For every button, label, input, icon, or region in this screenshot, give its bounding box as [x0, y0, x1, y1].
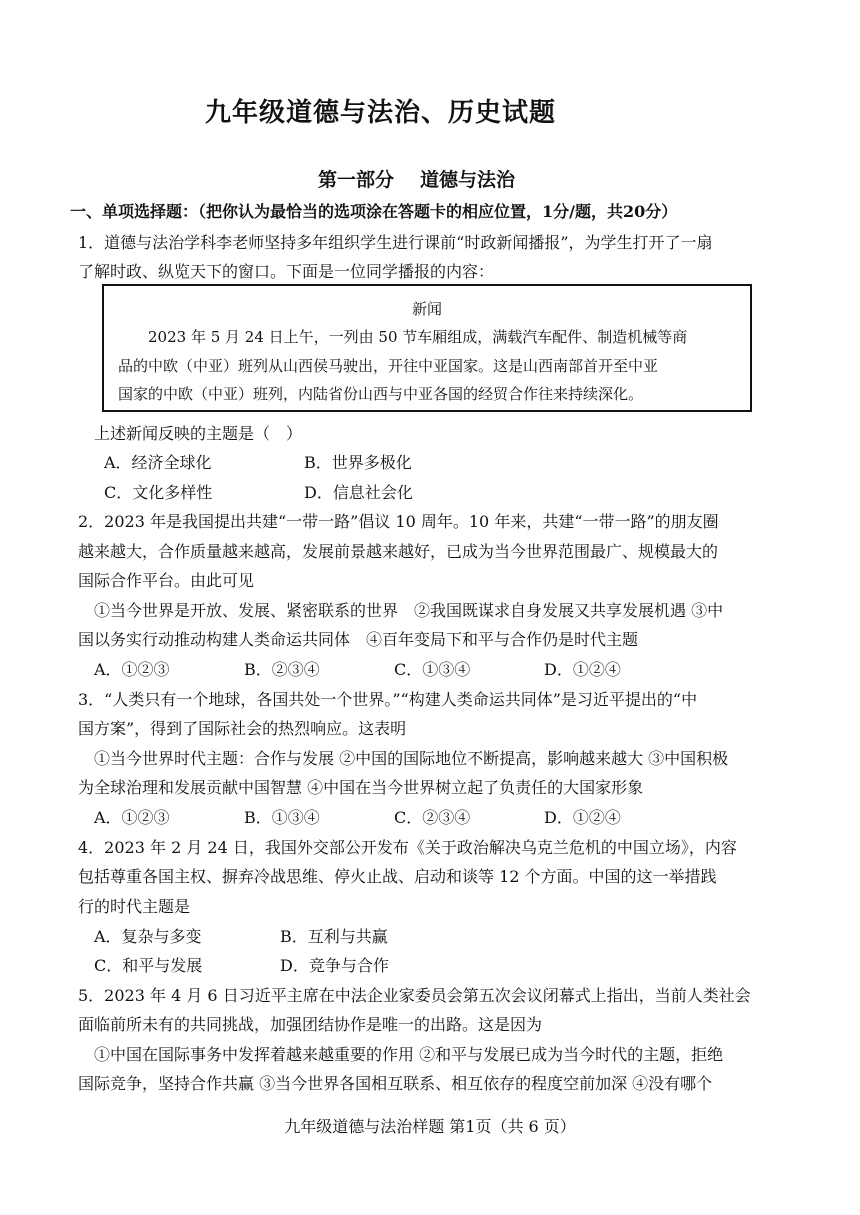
q2-line-4: ①当今世界是开放、发展、紧密联系的世界 ②我国既谋求自身发展又共享发展机遇 ③中	[94, 601, 724, 620]
news-line-1: 2023 年 5 月 24 日上午，一列由 50 节车厢组成，满载汽车配件、制造机械等商	[148, 328, 688, 346]
q4-line-3: 行的时代主题是	[78, 897, 191, 916]
q2-line-3: 国际合作平台。由此可见	[78, 571, 255, 590]
q2-option-c: C．①③④	[394, 660, 471, 679]
q1-line-2: 了解时政、纵览天下的窗口。下面是一位同学播报的内容：	[78, 262, 495, 281]
q3-line-2: 国方案”，得到了国际社会的热烈响应。这表明	[78, 719, 407, 738]
q4-line-2: 包括尊重各国主权、摒弃冷战思维、停火止战、启动和谈等 12 个方面。中国的这一举措践	[78, 867, 717, 886]
q1-option-b: B．世界多极化	[304, 453, 412, 472]
q3-option-c: C．②③④	[394, 808, 471, 827]
q3-option-a: A．①②③	[94, 808, 170, 827]
exam-title: 九年级道德与法治、历史试题	[205, 98, 557, 128]
q1-option-d: D．信息社会化	[304, 483, 413, 502]
q1-option-a: A．经济全球化	[104, 453, 212, 472]
news-line-3: 国家的中欧（中亚）班列，内陆省份山西与中亚各国的经贸合作往来持续深化。	[118, 385, 644, 403]
q2-option-b: B．②③④	[244, 660, 320, 679]
q2-line-1: 2．2023 年是我国提出共建“一带一路”倡议 10 周年。10 年来，共建“一带一路”的朋友圈	[78, 512, 719, 531]
q5-line-1: 5．2023 年 4 月 6 日习近平主席在中法企业家委员会第五次会议闭幕式上指出，当前人类社会	[78, 986, 751, 1005]
news-line-2: 品的中欧（中亚）班列从山西侯马驶出，开往中亚国家。这是山西南部首开至中亚	[118, 357, 659, 375]
page-footer: 九年级道德与法治样题 第1页（共 6 页）	[284, 1117, 576, 1136]
part-label: 第一部分	[318, 169, 395, 191]
q4-option-a: A．复杂与多变	[94, 927, 202, 946]
q4-option-b: B．互利与共赢	[280, 927, 388, 946]
q2-line-2: 越来越大，合作质量越来越高，发展前景越来越好，已成为当今世界范围最广、规模最大的	[78, 542, 719, 561]
q2-line-5: 国以务实行动推动构建人类命运共同体 ④百年变局下和平与合作仍是时代主题	[78, 630, 639, 649]
q2-option-a: A．①②③	[94, 660, 170, 679]
q1-line-1: 1．道德与法治学科李老师坚持多年组织学生进行课前“时政新闻播报”，为学生打开了一扇	[78, 233, 713, 252]
q5-line-2: 面临前所未有的共同挑战，加强团结协作是唯一的出路。这是因为	[78, 1015, 543, 1034]
q4-line-1: 4．2023 年 2 月 24 日，我国外交部公开发布《关于政治解决乌克兰危机的中国立场》，内容	[78, 838, 737, 857]
q3-line-4: 为全球治理和发展贡献中国智慧 ④中国在当今世界树立起了负责任的大国家形象	[78, 778, 644, 797]
q5-line-4: 国际竞争，坚持合作共赢 ③当今世界各国相互联系、相互依存的程度空前加深 ④没有哪个	[78, 1074, 713, 1093]
q1-option-c: C．文化多样性	[104, 483, 213, 502]
news-title: 新闻	[411, 300, 442, 318]
q2-option-d: D．①②④	[544, 660, 621, 679]
q3-line-3: ①当今世界时代主题：合作与发展 ②中国的国际地位不断提高，影响越来越大 ③中国积极	[94, 749, 729, 768]
part-subject: 道德与法治	[420, 169, 516, 191]
section-heading: 一、单项选择题：（把你认为最恰当的选项涂在答题卡的相应位置，1分/题，共20分）	[70, 202, 678, 221]
q4-option-d: D．竞争与合作	[280, 956, 389, 975]
q4-option-c: C．和平与发展	[94, 956, 203, 975]
q1-stem: 上述新闻反映的主题是（ ）	[94, 424, 303, 443]
q3-option-d: D．①②④	[544, 808, 621, 827]
part-heading	[318, 165, 515, 192]
q5-line-3: ①中国在国际事务中发挥着越来越重要的作用 ②和平与发展已成为当今时代的主题，拒绝	[94, 1045, 724, 1064]
q3-option-b: B．①③④	[244, 808, 320, 827]
q3-line-1: 3．“人类只有一个地球，各国共处一个世界。”“构建人类命运共同体”是习近平提出的“中	[78, 690, 698, 709]
news-box	[102, 284, 752, 412]
